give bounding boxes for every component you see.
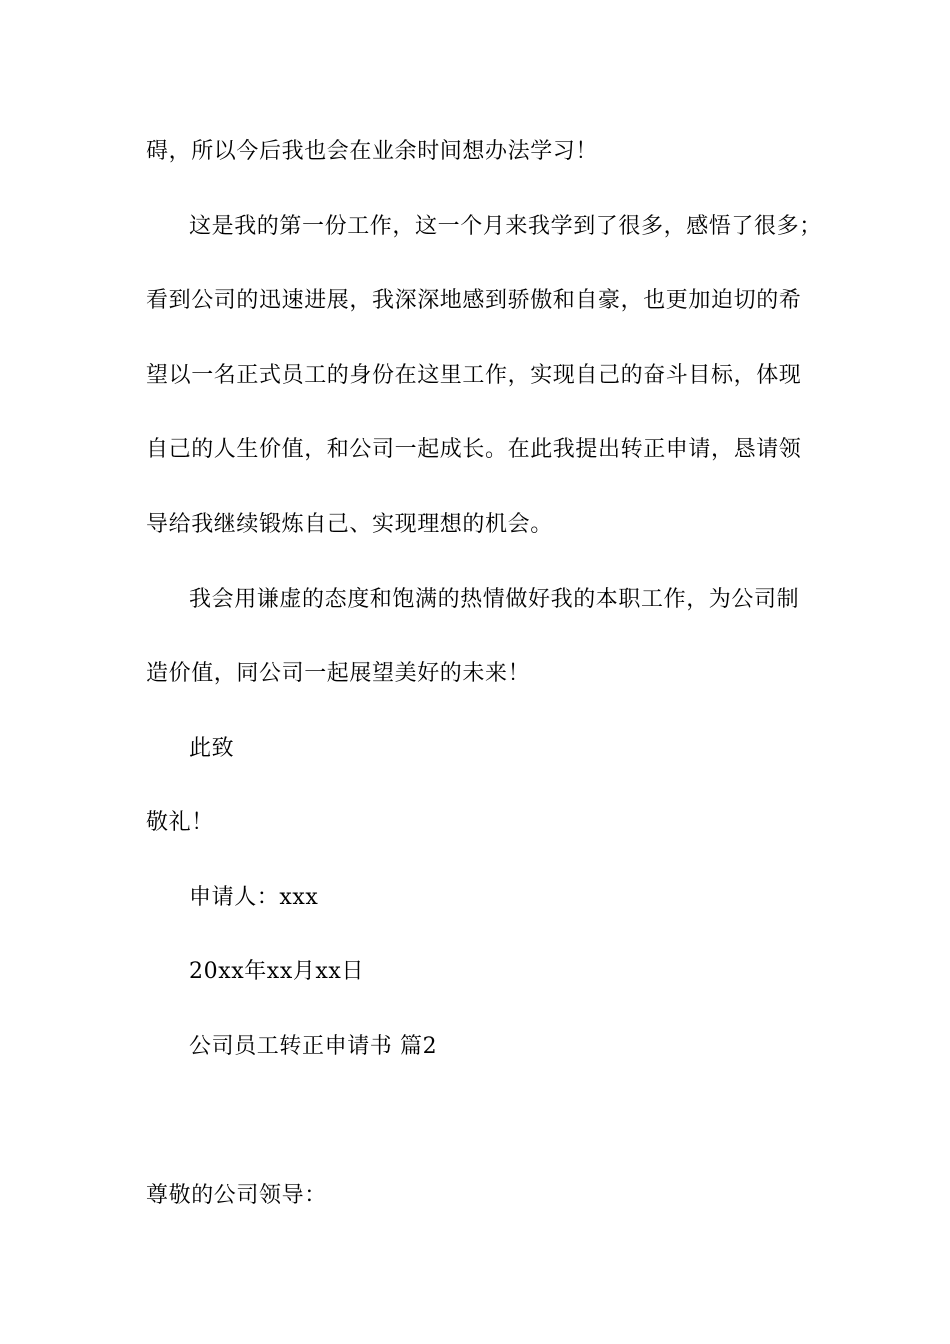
paragraph-line-8: 造价值，同公司一起展望美好的未来！	[146, 661, 531, 686]
signature-date: 20xx年xx月xx日	[189, 959, 365, 984]
applicant-name: 申请人：xxx	[189, 885, 319, 910]
paragraph-line-6: 导给我继续锻炼自己、实现理想的机会。	[146, 512, 553, 537]
salutation-closing: 敬礼！	[146, 810, 214, 835]
paragraph-line-3: 看到公司的迅速进展，我深深地感到骄傲和自豪，也更加迫切的希	[146, 288, 802, 313]
paragraph-line-1: 碍，所以今后我也会在业余时间想办法学习！	[146, 139, 599, 164]
closing-phrase: 此致	[189, 736, 235, 761]
section-heading: 公司员工转正申请书 篇2	[189, 1034, 438, 1059]
paragraph-line-5: 自己的人生价值，和公司一起成长。在此我提出转正申请，恳请领	[146, 437, 802, 462]
paragraph-line-7: 我会用谦虚的态度和饱满的热情做好我的本职工作，为公司制	[189, 587, 800, 612]
paragraph-line-4: 望以一名正式员工的身份在这里工作，实现自己的奋斗目标，体现	[146, 363, 802, 388]
paragraph-line-2: 这是我的第一份工作，这一个月来我学到了很多，感悟了很多；	[189, 214, 822, 239]
greeting-line: 尊敬的公司领导：	[146, 1183, 327, 1208]
